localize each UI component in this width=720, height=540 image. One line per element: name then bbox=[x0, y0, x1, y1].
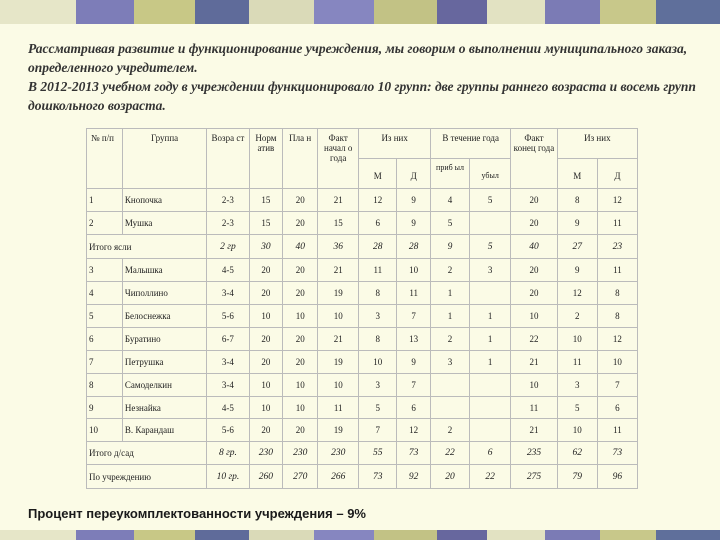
stripe-segment bbox=[0, 530, 76, 540]
table-cell: 21 bbox=[318, 259, 359, 282]
table-cell bbox=[470, 419, 511, 442]
total-row bbox=[87, 235, 638, 259]
header-fact-end: Факт конец года bbox=[511, 129, 557, 189]
table-cell: 22 bbox=[470, 465, 511, 489]
table-cell: 19 bbox=[318, 419, 359, 442]
table-cell: 96 bbox=[597, 465, 637, 489]
table-row bbox=[87, 351, 638, 374]
table-cell: 15 bbox=[249, 212, 283, 235]
table-cell: 21 bbox=[511, 419, 557, 442]
total-label: Итого ясли bbox=[87, 235, 207, 259]
group-name-cell: Незнайка bbox=[122, 397, 206, 419]
header-age: Возра ст bbox=[207, 129, 249, 189]
table-cell: 4 bbox=[87, 282, 123, 305]
table-cell: 235 bbox=[511, 442, 557, 465]
table-cell: 12 bbox=[397, 419, 431, 442]
table-cell: 6 bbox=[470, 442, 511, 465]
header-m-end: М bbox=[557, 159, 597, 189]
header-of-them: Из них bbox=[359, 129, 431, 159]
table-cell: 10 bbox=[249, 374, 283, 397]
table-cell: 1 bbox=[470, 351, 511, 374]
table-cell bbox=[470, 397, 511, 419]
table-cell: 6-7 bbox=[207, 328, 249, 351]
table-cell: 7 bbox=[397, 305, 431, 328]
table-cell: 10 гр. bbox=[207, 465, 249, 489]
table-row bbox=[87, 282, 638, 305]
table-cell: 3 bbox=[359, 305, 397, 328]
table-cell: 230 bbox=[318, 442, 359, 465]
table-row bbox=[87, 419, 638, 442]
table-cell: 20 bbox=[511, 282, 557, 305]
table-cell bbox=[470, 374, 511, 397]
header-d-end: Д bbox=[597, 159, 637, 189]
table-cell: 11 bbox=[557, 351, 597, 374]
table-row bbox=[87, 212, 638, 235]
stripe-segment bbox=[656, 530, 720, 540]
table-cell: 10 bbox=[283, 305, 318, 328]
table-cell: 10 bbox=[249, 397, 283, 419]
table-cell: 36 bbox=[318, 235, 359, 259]
table-cell: 8 bbox=[87, 374, 123, 397]
table-cell: 9 bbox=[87, 397, 123, 419]
stripe-segment bbox=[0, 0, 76, 24]
table-cell: 12 bbox=[597, 189, 637, 212]
table-cell: 10 bbox=[283, 374, 318, 397]
group-name-cell: Петрушка bbox=[122, 351, 206, 374]
table-cell: 1 bbox=[431, 305, 470, 328]
stripe-segment bbox=[437, 530, 487, 540]
header-plan: Пла н bbox=[283, 129, 318, 189]
table-cell: 6 bbox=[397, 397, 431, 419]
table-cell: 260 bbox=[249, 465, 283, 489]
table-cell: 12 bbox=[597, 328, 637, 351]
table-cell: 20 bbox=[283, 189, 318, 212]
table-cell: 9 bbox=[557, 259, 597, 282]
header-left: убыл bbox=[470, 159, 511, 189]
table-cell: 8 bbox=[597, 305, 637, 328]
table-cell: 22 bbox=[511, 328, 557, 351]
table-cell: 6 bbox=[597, 397, 637, 419]
table-cell: 10 bbox=[283, 397, 318, 419]
table-cell: 21 bbox=[318, 189, 359, 212]
header-arrived: приб ыл bbox=[431, 159, 470, 189]
group-name-cell: Кнопочка bbox=[122, 189, 206, 212]
table-cell: 11 bbox=[597, 259, 637, 282]
table-cell: 5-6 bbox=[207, 305, 249, 328]
table-cell bbox=[431, 374, 470, 397]
table-cell: 2 bbox=[87, 212, 123, 235]
table-cell: 3 bbox=[87, 259, 123, 282]
table-cell: 11 bbox=[597, 419, 637, 442]
total-label: Итого д/сад bbox=[87, 442, 207, 465]
table-cell: 7 bbox=[597, 374, 637, 397]
table-cell: 11 bbox=[397, 282, 431, 305]
bottom-decorative-stripe bbox=[0, 530, 720, 540]
total-row bbox=[87, 465, 638, 489]
table-cell: 9 bbox=[431, 235, 470, 259]
table-cell: 20 bbox=[283, 351, 318, 374]
table-cell: 2-3 bbox=[207, 189, 249, 212]
table-cell: 3 bbox=[557, 374, 597, 397]
table-body bbox=[87, 189, 638, 489]
table-cell: 8 bbox=[557, 189, 597, 212]
table-cell: 8 гр. bbox=[207, 442, 249, 465]
table-cell: 10 bbox=[511, 305, 557, 328]
stripe-segment bbox=[249, 530, 314, 540]
total-label: По учреждению bbox=[87, 465, 207, 489]
stripe-segment bbox=[314, 0, 373, 24]
header-fact-start: Факт начал о года bbox=[318, 129, 359, 189]
table-cell: 10 bbox=[318, 305, 359, 328]
table-cell: 5 bbox=[431, 212, 470, 235]
table-cell: 12 bbox=[359, 189, 397, 212]
table-cell: 20 bbox=[249, 328, 283, 351]
table-cell: 15 bbox=[318, 212, 359, 235]
table-cell: 1 bbox=[431, 282, 470, 305]
table-cell: 11 bbox=[318, 397, 359, 419]
stripe-segment bbox=[314, 530, 373, 540]
table-cell: 1 bbox=[470, 305, 511, 328]
table-cell: 3-4 bbox=[207, 351, 249, 374]
table-cell: 10 bbox=[397, 259, 431, 282]
table-cell: 28 bbox=[359, 235, 397, 259]
group-name-cell: Белоснежка bbox=[122, 305, 206, 328]
table-cell: 12 bbox=[557, 282, 597, 305]
header-d: Д bbox=[397, 159, 431, 189]
stripe-segment bbox=[487, 0, 545, 24]
stripe-segment bbox=[600, 0, 656, 24]
table-cell: 1 bbox=[470, 328, 511, 351]
table-cell: 40 bbox=[511, 235, 557, 259]
table-cell: 20 bbox=[249, 419, 283, 442]
table-cell: 4 bbox=[431, 189, 470, 212]
total-row bbox=[87, 442, 638, 465]
stripe-segment bbox=[374, 0, 437, 24]
stripe-segment bbox=[249, 0, 314, 24]
table-cell: 266 bbox=[318, 465, 359, 489]
group-name-cell: Буратино bbox=[122, 328, 206, 351]
table-cell: 9 bbox=[557, 212, 597, 235]
table-cell bbox=[431, 397, 470, 419]
table-cell: 20 bbox=[511, 189, 557, 212]
table-cell: 2 bbox=[431, 419, 470, 442]
table-cell: 20 bbox=[283, 212, 318, 235]
header-number: № п/п bbox=[87, 129, 123, 189]
table-cell: 6 bbox=[87, 328, 123, 351]
table-cell: 6 bbox=[359, 212, 397, 235]
table-cell: 3 bbox=[470, 259, 511, 282]
table-cell: 10 bbox=[557, 419, 597, 442]
stripe-segment bbox=[487, 530, 545, 540]
stripe-segment bbox=[195, 530, 249, 540]
table-cell: 20 bbox=[431, 465, 470, 489]
table-cell: 3 bbox=[359, 374, 397, 397]
stripe-segment bbox=[656, 0, 720, 24]
table-row bbox=[87, 328, 638, 351]
table-cell: 10 bbox=[249, 305, 283, 328]
table-cell: 5 bbox=[470, 189, 511, 212]
intro-paragraph-1: Рассматривая развитие и функционирование учреждения, мы говорим о выполнении муниципального заказа, определенного учредителем. bbox=[28, 41, 688, 75]
table-cell bbox=[470, 212, 511, 235]
table-cell: 11 bbox=[511, 397, 557, 419]
stripe-segment bbox=[134, 530, 195, 540]
group-name-cell: Мушка bbox=[122, 212, 206, 235]
table-cell: 7 bbox=[397, 374, 431, 397]
stripe-segment bbox=[600, 530, 656, 540]
table-cell: 7 bbox=[87, 351, 123, 374]
table-cell: 275 bbox=[511, 465, 557, 489]
table-cell: 20 bbox=[249, 282, 283, 305]
group-name-cell: Чиполлино bbox=[122, 282, 206, 305]
table-cell: 21 bbox=[318, 328, 359, 351]
group-name-cell: В. Карандаш bbox=[122, 419, 206, 442]
table-cell: 73 bbox=[397, 442, 431, 465]
table-cell: 10 bbox=[87, 419, 123, 442]
table-cell: 9 bbox=[397, 189, 431, 212]
table-cell: 10 bbox=[511, 374, 557, 397]
table-cell: 20 bbox=[249, 351, 283, 374]
stripe-segment bbox=[374, 530, 437, 540]
table-cell: 20 bbox=[283, 328, 318, 351]
table-row bbox=[87, 259, 638, 282]
table-cell: 230 bbox=[283, 442, 318, 465]
table-cell: 5-6 bbox=[207, 419, 249, 442]
table-cell: 10 bbox=[359, 351, 397, 374]
table-row bbox=[87, 305, 638, 328]
table-cell: 270 bbox=[283, 465, 318, 489]
table-cell: 73 bbox=[359, 465, 397, 489]
stripe-segment bbox=[134, 0, 195, 24]
table-cell: 3 bbox=[431, 351, 470, 374]
table-cell: 2 bbox=[431, 328, 470, 351]
table-cell: 20 bbox=[511, 212, 557, 235]
table-cell: 92 bbox=[397, 465, 431, 489]
table-cell: 13 bbox=[397, 328, 431, 351]
header-of-them-end: Из них bbox=[557, 129, 637, 159]
table-cell: 11 bbox=[359, 259, 397, 282]
table-cell: 20 bbox=[283, 419, 318, 442]
table-cell: 22 bbox=[431, 442, 470, 465]
header-group: Группа bbox=[122, 129, 206, 189]
table-cell: 5 bbox=[359, 397, 397, 419]
table-cell: 2 bbox=[557, 305, 597, 328]
stripe-segment bbox=[545, 530, 601, 540]
table-cell: 20 bbox=[511, 259, 557, 282]
table-cell: 9 bbox=[397, 212, 431, 235]
stripe-segment bbox=[76, 0, 135, 24]
intro-text bbox=[28, 39, 700, 115]
table-row bbox=[87, 397, 638, 419]
table-cell: 3-4 bbox=[207, 374, 249, 397]
table-cell: 2 bbox=[431, 259, 470, 282]
table-cell: 55 bbox=[359, 442, 397, 465]
table-cell: 19 bbox=[318, 282, 359, 305]
table-cell: 30 bbox=[249, 235, 283, 259]
footer-text: Процент переукомплектованности учреждения – 9% bbox=[28, 506, 366, 521]
header-during-year: В течение года bbox=[431, 129, 511, 159]
table-cell: 8 bbox=[359, 282, 397, 305]
table-cell: 5 bbox=[87, 305, 123, 328]
table-cell: 27 bbox=[557, 235, 597, 259]
table-cell: 7 bbox=[359, 419, 397, 442]
table-cell: 19 bbox=[318, 351, 359, 374]
table-cell: 20 bbox=[283, 282, 318, 305]
table-cell: 2-3 bbox=[207, 212, 249, 235]
stripe-segment bbox=[545, 0, 601, 24]
header-norm: Норм атив bbox=[249, 129, 283, 189]
stripe-segment bbox=[195, 0, 249, 24]
table-cell: 73 bbox=[597, 442, 637, 465]
table-cell: 5 bbox=[470, 235, 511, 259]
table-cell: 10 bbox=[557, 328, 597, 351]
table-cell: 1 bbox=[87, 189, 123, 212]
header-m: М bbox=[359, 159, 397, 189]
stripe-segment bbox=[437, 0, 487, 24]
stripe-segment bbox=[76, 530, 135, 540]
table-cell: 62 bbox=[557, 442, 597, 465]
group-name-cell: Самоделкин bbox=[122, 374, 206, 397]
table-cell: 230 bbox=[249, 442, 283, 465]
table-cell: 11 bbox=[597, 212, 637, 235]
table-row bbox=[87, 189, 638, 212]
table-cell: 21 bbox=[511, 351, 557, 374]
table-cell: 15 bbox=[249, 189, 283, 212]
table-cell: 8 bbox=[597, 282, 637, 305]
table-cell: 23 bbox=[597, 235, 637, 259]
table-cell: 20 bbox=[249, 259, 283, 282]
table-cell: 4-5 bbox=[207, 259, 249, 282]
table-cell bbox=[470, 282, 511, 305]
table-cell: 10 bbox=[318, 374, 359, 397]
table-cell: 10 bbox=[597, 351, 637, 374]
table-cell: 40 bbox=[283, 235, 318, 259]
group-name-cell: Малышка bbox=[122, 259, 206, 282]
groups-table bbox=[86, 128, 638, 489]
table-cell: 3-4 bbox=[207, 282, 249, 305]
table-cell: 2 гр bbox=[207, 235, 249, 259]
top-decorative-stripe bbox=[0, 0, 720, 24]
table-cell: 5 bbox=[557, 397, 597, 419]
table-row bbox=[87, 374, 638, 397]
table-cell: 4-5 bbox=[207, 397, 249, 419]
intro-paragraph-2: В 2012-2013 учебном году в учреждении функционировало 10 групп: две группы раннего возраста и восемь групп дошкольного возраста. bbox=[28, 79, 696, 113]
table-cell: 20 bbox=[283, 259, 318, 282]
table-cell: 79 bbox=[557, 465, 597, 489]
table-cell: 28 bbox=[397, 235, 431, 259]
table-cell: 8 bbox=[359, 328, 397, 351]
table-cell: 9 bbox=[397, 351, 431, 374]
